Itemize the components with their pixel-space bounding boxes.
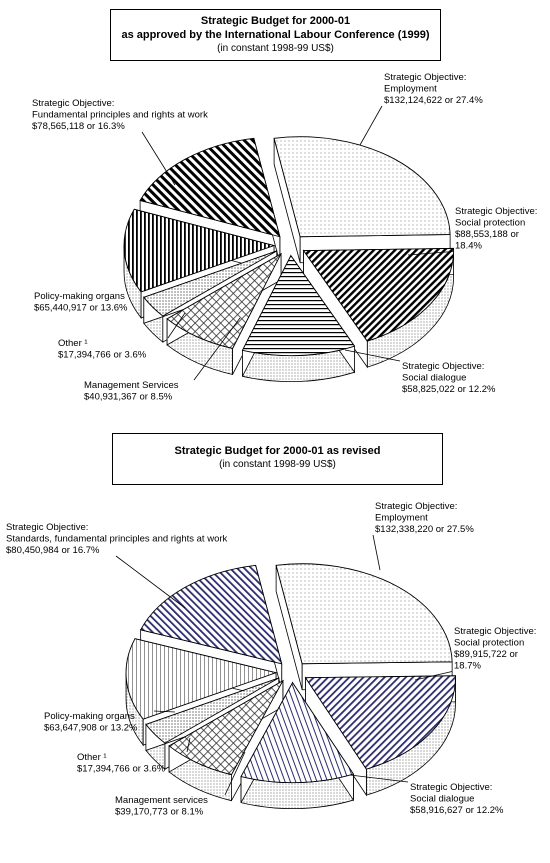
slice-label-1-4: Management Services $40,931,367 or 8.5% <box>84 380 179 403</box>
chart1-title: Strategic Budget for 2000-01 <box>200 15 351 27</box>
slice-label-1-3: Strategic Objective: Social dialogue $58,825,022 or 12.2% <box>402 361 496 395</box>
slice-label-2-5: Other ¹ $17,394,766 or 3.6% <box>77 752 166 775</box>
slice-label-2-6: Policy-making organs $63,647,908 or 13.2% <box>44 711 138 734</box>
chart2-title: Strategic Budget for 2000-01 as revised <box>174 445 381 457</box>
pie-slice-1-1 <box>274 137 450 263</box>
slice-label-2-3: Strategic Objective: Social dialogue $58,916,627 or 12.2% <box>410 782 504 816</box>
slice-label-1-2: Strategic Objective: Social protection $88,553,188 or 18.4% <box>455 206 538 252</box>
chart2-subtitle: (in constant 1998-99 US$) <box>219 459 336 470</box>
chart1-title-line2: as approved by the International Labour Conference (1999) <box>121 29 430 41</box>
leader-line-2-1 <box>373 535 380 570</box>
slice-label-2-7: Strategic Objective: Standards, fundamental principles and rights at work $80,450,984 or 16.7% <box>6 522 228 556</box>
slice-label-1-6: Policy-making organs $65,440,917 or 13.6% <box>34 291 128 314</box>
pie-slice-2-1 <box>276 564 452 690</box>
slice-label-1-5: Other ¹ $17,394,766 or 3.6% <box>58 338 147 361</box>
leader-line-1-1 <box>360 106 382 145</box>
slice-label-2-2: Strategic Objective: Social protection $89,915,722 or 18.7% <box>454 626 537 672</box>
slice-label-2-1: Strategic Objective: Employment $132,338,220 or 27.5% <box>375 501 474 535</box>
slice-label-1-7: Strategic Objective: Fundamental principles and rights at work $78,565,118 or 16.3% <box>32 98 208 132</box>
slice-label-2-4: Management services $39,170,773 or 8.1% <box>115 795 208 818</box>
leader-line-2-7 <box>116 556 185 608</box>
chart1-subtitle: (in constant 1998-99 US$) <box>217 43 334 54</box>
leader-line-1-7 <box>142 132 175 185</box>
slice-label-1-1: Strategic Objective: Employment $132,124,622 or 27.4% <box>384 72 483 106</box>
